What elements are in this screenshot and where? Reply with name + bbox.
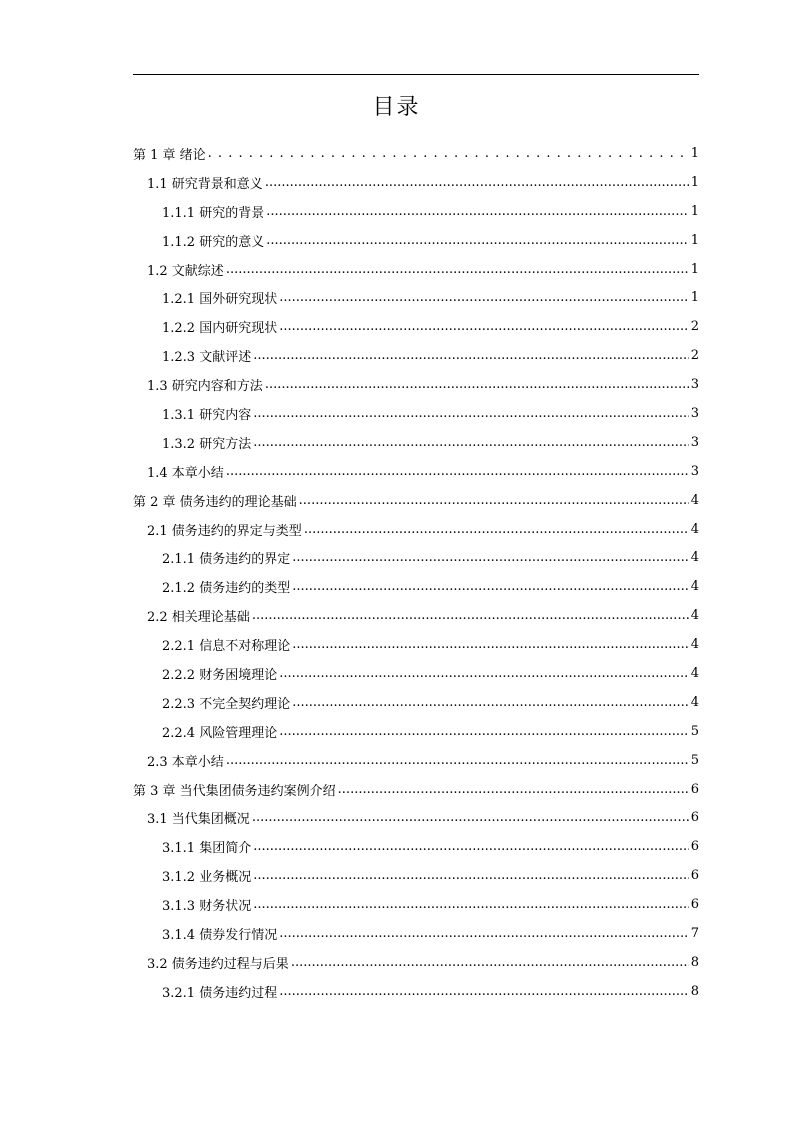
toc-entry[interactable] <box>133 139 699 168</box>
toc-dot-leader <box>226 464 689 479</box>
toc-entry[interactable] <box>133 515 699 544</box>
toc-dot-leader <box>265 377 689 392</box>
toc-entry[interactable] <box>133 832 699 861</box>
toc-page-number: 4 <box>690 521 699 537</box>
toc-entry[interactable] <box>133 630 699 659</box>
toc-page-number: 4 <box>690 492 699 508</box>
toc-entry-text: 3.1.1 集团简介 <box>162 841 252 857</box>
toc-page-number: 6 <box>690 897 699 913</box>
toc-entry-text: 2.2.4 风险管理理论 <box>162 725 278 741</box>
toc-entry-text: 2.1 债务违约的界定与类型 <box>147 523 302 539</box>
toc-entry-text: 2.2.2 财务困境理论 <box>162 667 278 683</box>
toc-entry[interactable] <box>133 283 699 312</box>
toc-entry-text: 3.1.4 债券发行情况 <box>162 927 278 943</box>
toc-dot-leader <box>226 262 689 277</box>
toc-dot-leader <box>253 435 689 450</box>
toc-entry[interactable] <box>133 543 699 572</box>
toc-page-number: 7 <box>690 925 699 941</box>
toc-entry-text: 1.3 研究内容和方法 <box>147 379 263 395</box>
toc-page-number: 1 <box>690 261 699 277</box>
toc-entry-text: 1.3.1 研究内容 <box>162 407 252 423</box>
toc-dot-leader <box>252 608 689 623</box>
toc-entry[interactable] <box>133 572 699 601</box>
toc-entry[interactable] <box>133 919 699 948</box>
toc-dot-leader <box>226 753 689 768</box>
toc-title: 目录 <box>372 95 421 120</box>
toc-entry-text: 1.3.2 研究方法 <box>162 436 252 452</box>
toc-page-number: 5 <box>690 723 699 739</box>
toc-entry[interactable] <box>133 659 699 688</box>
toc-entry[interactable] <box>133 255 699 284</box>
toc-entry[interactable] <box>133 370 699 399</box>
toc-entry[interactable] <box>133 312 699 341</box>
toc-page-number: 4 <box>690 694 699 710</box>
toc-dot-leader <box>279 290 689 305</box>
toc-page-number: 4 <box>690 579 699 595</box>
toc-page-number: 1 <box>690 232 699 248</box>
toc-dot-leader <box>253 406 689 421</box>
toc-dot-leader <box>253 839 689 854</box>
toc-entry-text: 1.1.1 研究的背景 <box>162 205 265 221</box>
toc-dot-leader <box>279 666 689 681</box>
toc-dot-leader <box>266 233 689 248</box>
toc-dot-leader <box>253 897 689 912</box>
toc-dot-leader <box>292 695 689 710</box>
toc-page-number: 3 <box>690 434 699 450</box>
toc-entry[interactable] <box>133 428 699 457</box>
toc-dot-leader <box>208 146 689 161</box>
toc-entry[interactable] <box>133 399 699 428</box>
toc-list <box>133 139 699 1006</box>
toc-page-number: 3 <box>690 405 699 421</box>
toc-entry-text: 第 1 章 绪论 <box>133 147 206 163</box>
toc-entry-text: 1.2.3 文献评述 <box>162 350 252 366</box>
toc-dot-leader <box>265 175 689 190</box>
toc-entry-text: 第 3 章 当代集团债务违约案例介绍 <box>133 783 336 799</box>
toc-dot-leader <box>292 579 689 594</box>
toc-entry[interactable] <box>133 977 699 1006</box>
toc-entry[interactable] <box>133 457 699 486</box>
toc-entry[interactable] <box>133 486 699 515</box>
toc-entry[interactable] <box>133 341 699 370</box>
toc-entry-text: 3.2.1 债务违约过程 <box>162 985 278 1001</box>
header-rule <box>133 74 699 75</box>
toc-entry-text: 第 2 章 债务违约的理论基础 <box>133 494 297 510</box>
toc-dot-leader <box>291 955 689 970</box>
toc-entry-text: 2.2 相关理论基础 <box>147 610 250 626</box>
toc-page-number: 4 <box>690 637 699 653</box>
toc-entry[interactable] <box>133 717 699 746</box>
toc-page-number: 4 <box>690 665 699 681</box>
toc-entry[interactable] <box>133 890 699 919</box>
toc-entry[interactable] <box>133 688 699 717</box>
toc-page-number: 8 <box>690 954 699 970</box>
toc-entry[interactable] <box>133 601 699 630</box>
toc-entry-text: 1.2.2 国内研究现状 <box>162 321 278 337</box>
toc-entry-text: 1.4 本章小结 <box>147 465 224 481</box>
toc-entry-text: 2.1.2 债务违约的类型 <box>162 581 291 597</box>
toc-entry-text: 2.1.1 债务违约的界定 <box>162 552 291 568</box>
toc-entry[interactable] <box>133 168 699 197</box>
toc-page-number: 4 <box>690 550 699 566</box>
toc-dot-leader <box>279 724 689 739</box>
toc-page-number: 5 <box>690 752 699 768</box>
toc-entry[interactable] <box>133 226 699 255</box>
toc-dot-leader <box>253 868 689 883</box>
toc-dot-leader <box>279 926 689 941</box>
toc-dot-leader <box>253 348 689 363</box>
toc-dot-leader <box>279 984 689 999</box>
toc-page-number: 2 <box>690 348 699 364</box>
toc-entry[interactable] <box>133 746 699 775</box>
toc-dot-leader <box>299 493 689 508</box>
toc-page-number: 1 <box>690 145 699 161</box>
toc-entry-text: 2.2.3 不完全契约理论 <box>162 696 291 712</box>
toc-entry-text: 3.1.3 财务状况 <box>162 899 252 915</box>
toc-entry-text: 1.2 文献综述 <box>147 263 224 279</box>
toc-dot-leader <box>266 204 689 219</box>
toc-dot-leader <box>304 522 689 537</box>
toc-entry-text: 3.1.2 业务概况 <box>162 870 252 886</box>
toc-entry[interactable] <box>133 861 699 890</box>
toc-dot-leader <box>292 637 689 652</box>
toc-entry[interactable] <box>133 775 699 804</box>
toc-page-number: 6 <box>690 839 699 855</box>
toc-dot-leader <box>252 810 689 825</box>
toc-dot-leader <box>292 550 689 565</box>
toc-page-number: 1 <box>690 174 699 190</box>
toc-page-number: 8 <box>690 983 699 999</box>
toc-page-number: 1 <box>690 290 699 306</box>
toc-page-number: 6 <box>690 781 699 797</box>
toc-page-number: 2 <box>690 319 699 335</box>
toc-dot-leader <box>338 782 689 797</box>
toc-entry[interactable] <box>133 803 699 832</box>
toc-entry-text: 1.2.1 国外研究现状 <box>162 292 278 308</box>
toc-page-number: 3 <box>690 463 699 479</box>
toc-entry-text: 3.1 当代集团概况 <box>147 812 250 828</box>
toc-page-number: 4 <box>690 608 699 624</box>
toc-page-number: 6 <box>690 868 699 884</box>
toc-dot-leader <box>279 319 689 334</box>
toc-entry-text: 2.3 本章小结 <box>147 754 224 770</box>
toc-entry-text: 1.1 研究背景和意义 <box>147 176 263 192</box>
toc-entry-text: 3.2 债务违约过程与后果 <box>147 956 289 972</box>
toc-page-number: 6 <box>690 810 699 826</box>
toc-entry[interactable] <box>133 948 699 977</box>
toc-page-number: 1 <box>690 203 699 219</box>
toc-entry-text: 2.2.1 信息不对称理论 <box>162 639 291 655</box>
toc-page-number: 3 <box>690 377 699 393</box>
toc-entry[interactable] <box>133 197 699 226</box>
toc-entry-text: 1.1.2 研究的意义 <box>162 234 265 250</box>
